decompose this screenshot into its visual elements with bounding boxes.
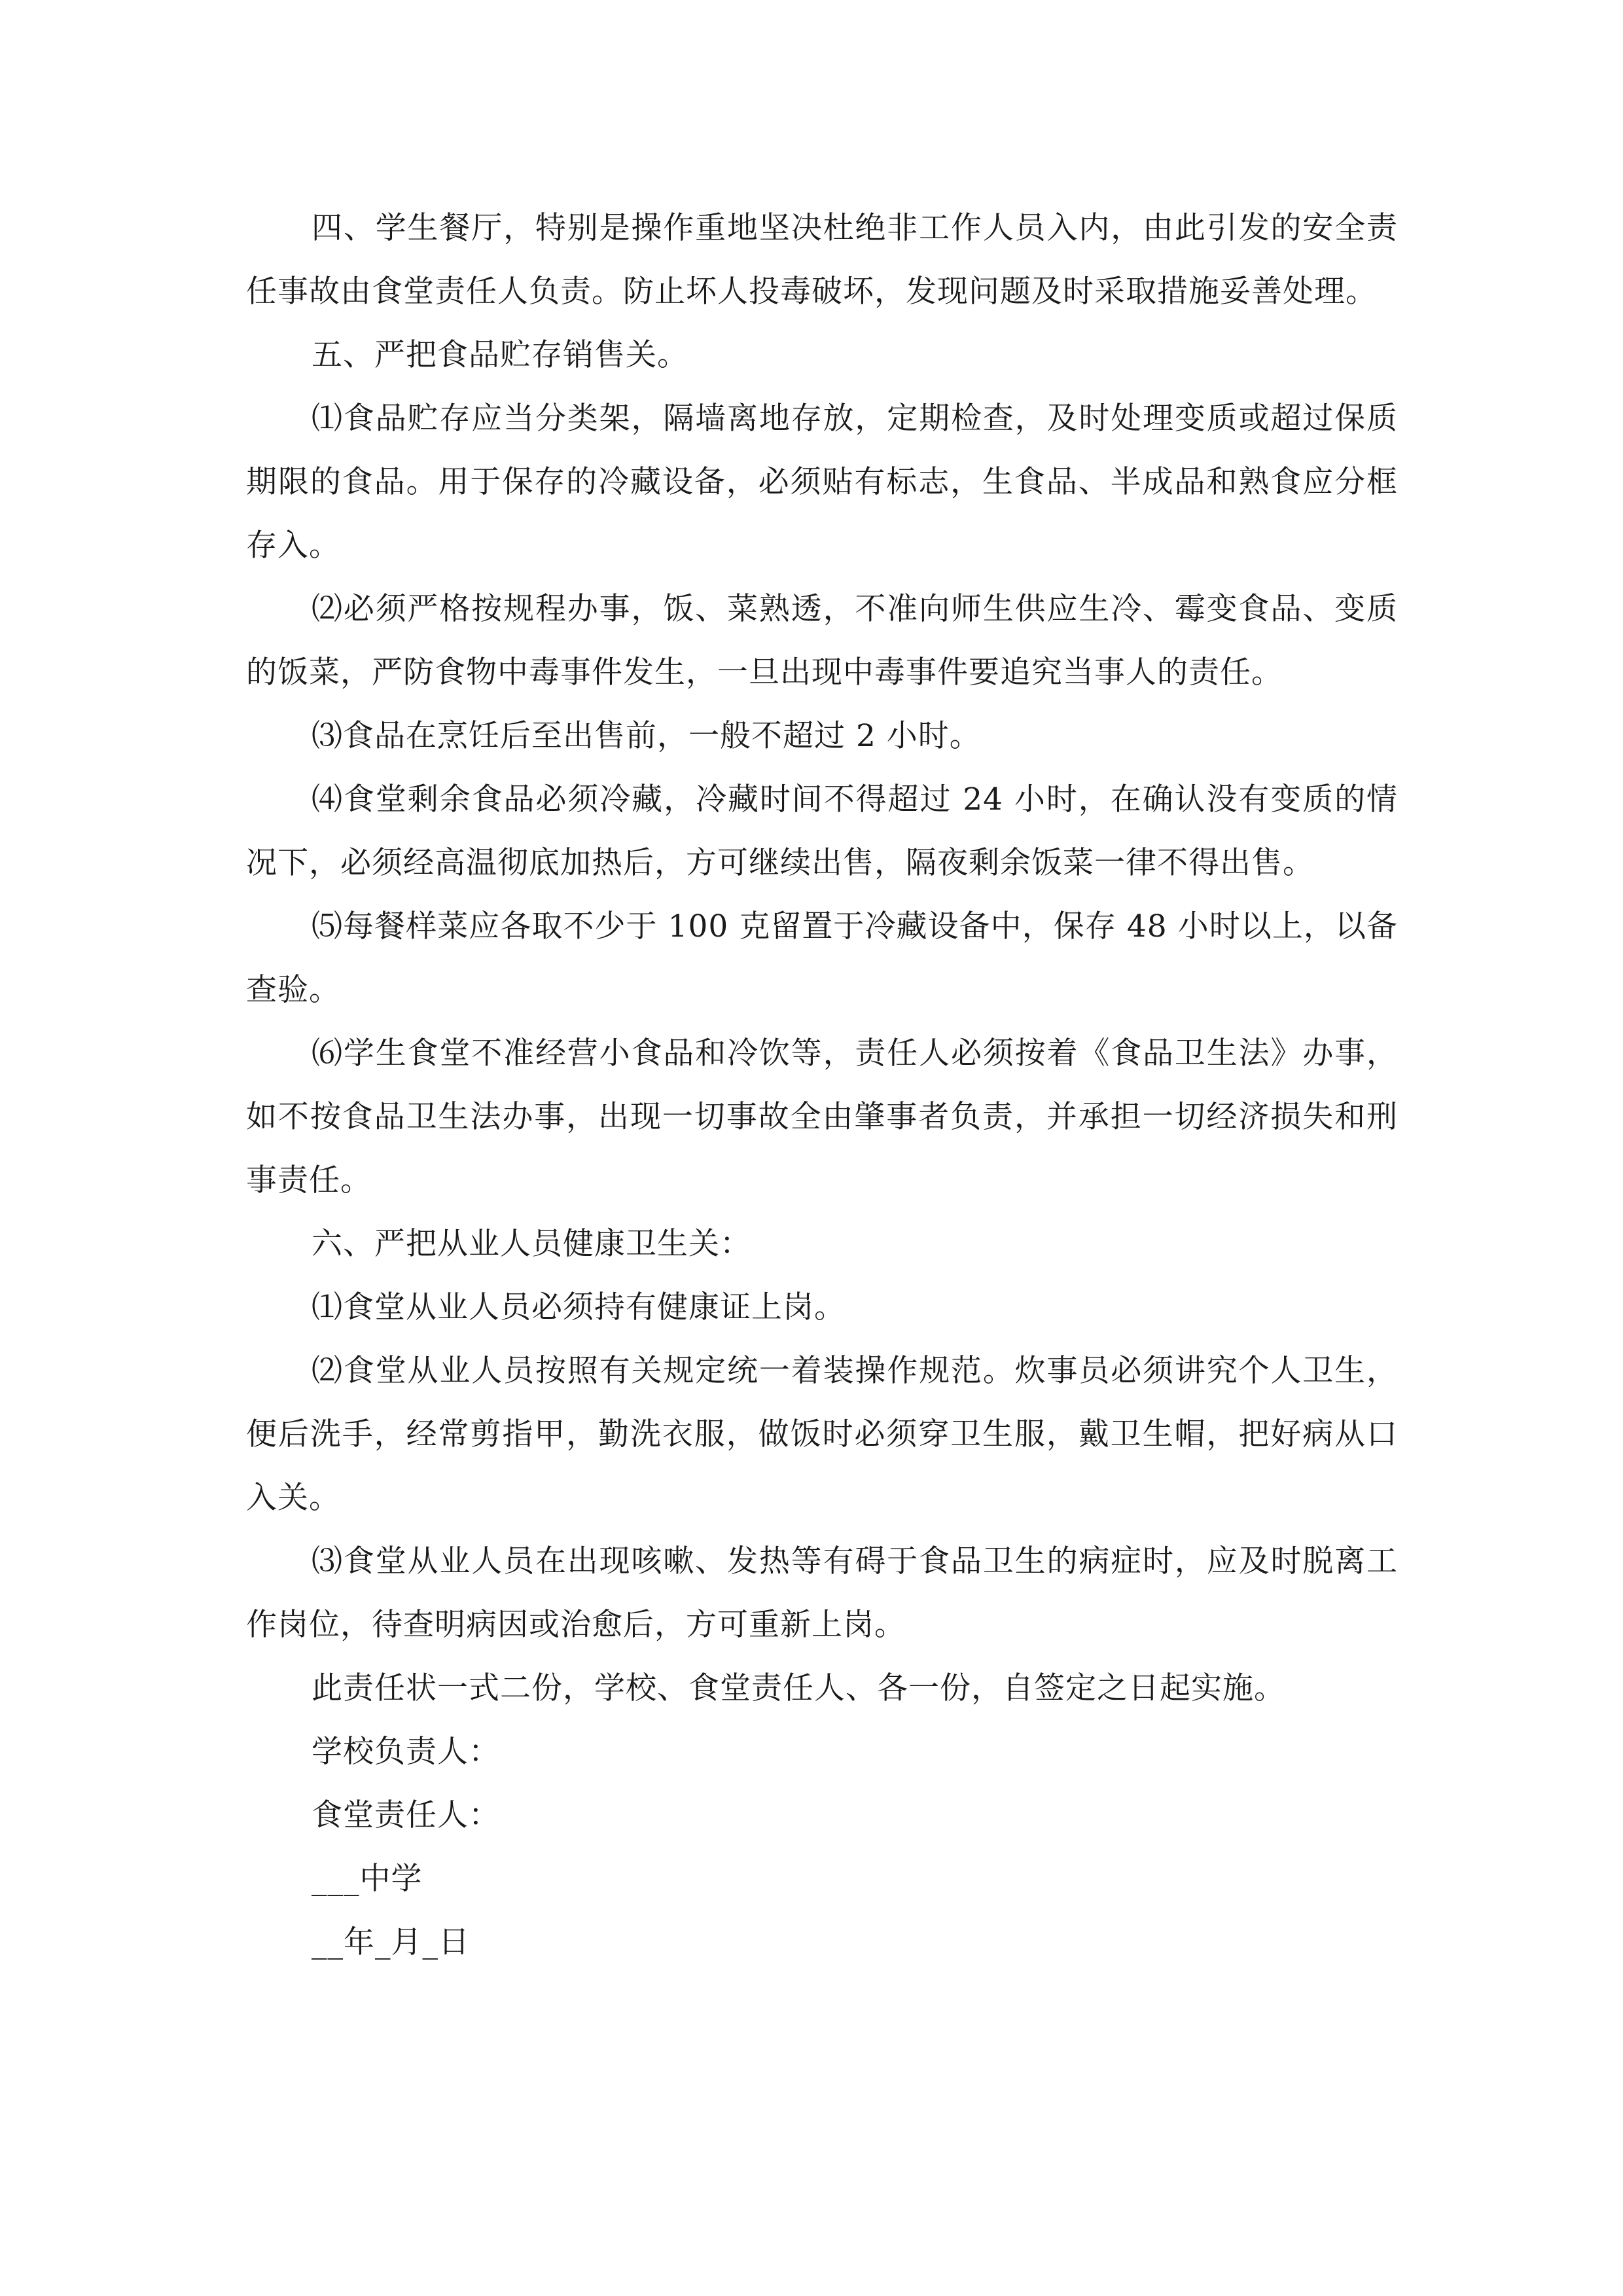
paragraph-5-5: ⑸每餐样菜应各取不少于 100 克留置于冷藏设备中，保存 48 小时以上，以备查验。 — [246, 908, 1398, 1008]
paragraph-4: 四、学生餐厅，特别是操作重地坚决杜绝非工作人员入内，由此引发的安全责任事故由食堂责任人负责。防止坏人投毒破坏，发现问题及时采取措施妥善处理。 — [246, 210, 1398, 310]
school-leader-signature: 学校负责人： — [312, 1734, 500, 1770]
document-body — [246, 196, 1398, 1974]
paragraph-6-3: ⑶食堂从业人员在出现咳嗽、发热等有碍于食品卫生的病症时，应及时脱离工作岗位，待查明病因或治愈后，方可重新上岗。 — [246, 1543, 1398, 1643]
paragraph-6-heading: 六、严把从业人员健康卫生关： — [312, 1226, 751, 1262]
canteen-leader-signature: 食堂责任人： — [312, 1797, 500, 1833]
paragraph-5-6: ⑹学生食堂不准经营小食品和冷饮等，责任人必须按着《食品卫生法》办事，如不按食品卫生法办事，出现一切事故全由肇事者负责，并承担一切经济损失和刑事责任。 — [246, 1035, 1398, 1198]
paragraph-5-4: ⑷食堂剩余食品必须冷藏，冷藏时间不得超过 24 小时，在确认没有变质的情况下，必须经高温彻底加热后，方可继续出售，隔夜剩余饭菜一律不得出售。 — [246, 781, 1398, 881]
closing-statement: 此责任状一式二份，学校、食堂责任人、各一份，自签定之日起实施。 — [312, 1670, 1285, 1706]
school-name: ___中学 — [312, 1861, 423, 1897]
paragraph-6-1: ⑴食堂从业人员必须持有健康证上岗。 — [312, 1289, 846, 1325]
paragraph-5-3: ⑶食品在烹饪后至出售前，一般不超过 2 小时。 — [312, 718, 981, 754]
paragraph-5-heading: 五、严把食品贮存销售关。 — [312, 337, 688, 373]
paragraph-5-2: ⑵必须严格按规程办事，饭、菜熟透，不准向师生供应生冷、霉变食品、变质的饭菜，严防食物中毒事件发生，一旦出现中毒事件要追究当事人的责任。 — [246, 591, 1398, 691]
signing-date: __年_月_日 — [312, 1924, 470, 1960]
paragraph-5-1: ⑴食品贮存应当分类架，隔墙离地存放，定期检查，及时处理变质或超过保质期限的食品。用于保存的冷藏设备，必须贴有标志，生食品、半成品和熟食应分框存入。 — [246, 401, 1398, 564]
paragraph-6-2: ⑵食堂从业人员按照有关规定统一着装操作规范。炊事员必须讲究个人卫生，便后洗手，经常剪指甲，勤洗衣服，做饭时必须穿卫生服，戴卫生帽，把好病从口入关。 — [246, 1353, 1398, 1516]
